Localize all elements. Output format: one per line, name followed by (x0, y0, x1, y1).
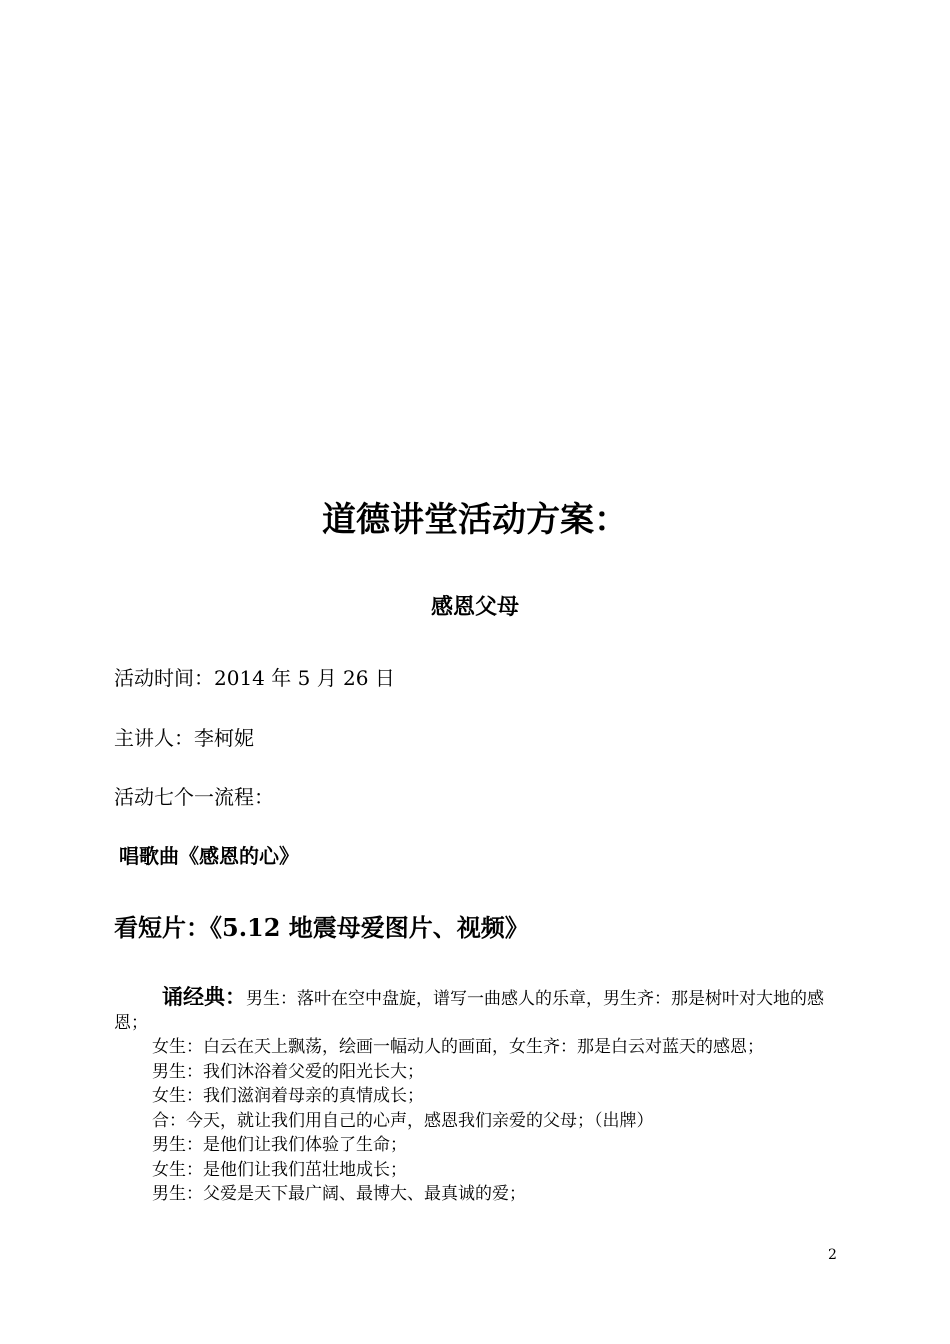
recite-line: 男生：我们沐浴着父爱的阳光长大； (152, 1061, 424, 1082)
recite-line: 合：今天，就让我们用自己的心声，感恩我们亲爱的父母；（出牌） (152, 1110, 654, 1131)
recite-first-line: 男生：落叶在空中盘旋，谱写一曲感人的乐章，男生齐：那是树叶对大地的感恩； (114, 989, 824, 1033)
recite-line: 女生：我们滋润着母亲的真情成长； (152, 1086, 424, 1106)
document-subtitle: 感恩父母 (430, 595, 519, 620)
recite-line: 男生：是他们让我们体验了生命； (152, 1135, 407, 1155)
document-title: 道德讲堂活动方案： (322, 500, 628, 540)
recite-classics-paragraph (114, 985, 838, 1035)
recite-line: 女生：白云在天上飘荡，绘画一幅动人的画面，女生齐：那是白云对蓝天的感恩； (152, 1037, 764, 1057)
item-sing-song: 唱歌曲《感恩的心》 (119, 844, 299, 868)
recite-lines (152, 1035, 764, 1207)
recite-line: 女生：是他们让我们茁壮地成长； (152, 1159, 407, 1180)
recite-label: 诵经典： (162, 985, 246, 1009)
speaker: 主讲人：李柯妮 (114, 726, 254, 750)
activity-time: 活动时间：2014 年 5 月 26 日 (114, 666, 395, 690)
activity-flow-heading: 活动七个一流程： (114, 785, 274, 809)
page-number: 2 (828, 1247, 837, 1263)
item-watch-video: 看短片：《5.12 地震母爱图片、视频》 (114, 913, 529, 942)
recite-line: 男生：父爱是天下最广阔、最博大、最真诚的爱； (152, 1184, 526, 1204)
